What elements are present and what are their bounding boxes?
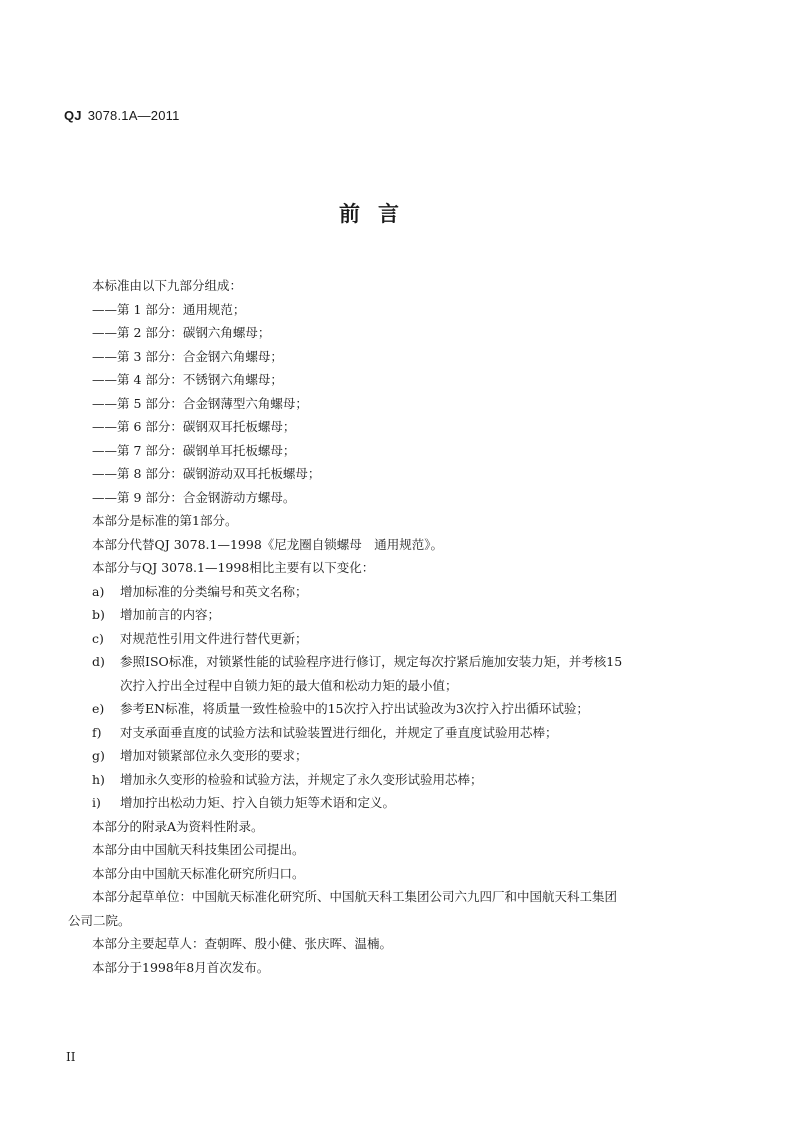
part-list-item: ——第 1 部分：通用规范； (92, 301, 246, 317)
changes-intro: 本部分与QJ 3078.1—1998相比主要有以下变化： (92, 560, 375, 575)
list-marker: h) (92, 771, 105, 787)
change-item-d-continued (68, 674, 728, 698)
list-marker: g) (92, 748, 105, 763)
part-of-statement: 本部分是标准的第1部分。 (92, 513, 238, 528)
change-item-e (68, 697, 728, 721)
list-marker: b) (92, 607, 105, 622)
standard-code (64, 108, 180, 123)
change-text: 对规范性引用文件进行替代更新； (120, 630, 308, 646)
change-item-f (68, 721, 728, 745)
part-list-item: ——第 7 部分：碳钢单耳托板螺母； (92, 442, 296, 458)
part-list-item: ——第 2 部分：碳钢六角螺母； (92, 325, 271, 340)
change-text: 增加标准的分类编号和英文名称； (120, 583, 308, 599)
change-item-i (68, 791, 728, 815)
change-text: 增加永久变形的检验和试验方法，并规定了永久变形试验用芯棒； (120, 771, 483, 787)
part-list-item: ——第 9 部分：合金钢游动方螺母。 (92, 489, 296, 505)
change-text: 增加对锁紧部位永久变形的要求； (120, 748, 308, 763)
change-item-c (68, 627, 728, 651)
appendix-statement: 本部分的附录A为资料性附录。 (92, 818, 264, 834)
part-list-item: ——第 4 部分：不锈钢六角螺母； (92, 372, 283, 387)
replaces-statement: 本部分代替QJ 3078.1—1998《尼龙圈自锁螺母 通用规范》。 (92, 536, 444, 552)
standard-prefix: QJ (64, 108, 82, 123)
standard-number: 3078.1A—2011 (87, 108, 180, 123)
part-list-item: ——第 8 部分：碳钢游动双耳托板螺母； (92, 466, 321, 481)
change-item-b (68, 603, 728, 627)
change-text: 对支承面垂直度的试验方法和试验装置进行细化，并规定了垂直度试验用芯棒； (120, 724, 558, 740)
change-text-continued: 次拧入拧出全过程中自锁力矩的最大值和松动力矩的最小值； (120, 677, 458, 693)
first-issued-statement: 本部分于1998年8月首次发布。 (92, 959, 270, 975)
page-title: 前言 (339, 202, 417, 226)
drafting-units-statement: 本部分起草单位：中国航天标准化研究所、中国航天科工集团公司六九四厂和中国航天科工集团 (92, 889, 618, 904)
proposed-by-statement: 本部分由中国航天科技集团公司提出。 (92, 842, 305, 857)
part-list-item: ——第 6 部分：碳钢双耳托板螺母； (92, 419, 296, 434)
change-item-g (68, 744, 728, 768)
change-item-a (68, 580, 728, 604)
list-marker: a) (92, 583, 105, 599)
change-text: 参照ISO标准，对锁紧性能的试验程序进行修订，规定每次拧紧后施加安装力矩，并考核15 (120, 654, 623, 669)
list-marker: i) (92, 795, 101, 810)
change-item-d (68, 650, 728, 674)
change-text: 增加前言的内容； (120, 607, 221, 622)
change-text: 增加拧出松动力矩、拧入自锁力矩等术语和定义。 (120, 795, 396, 810)
change-item-h (68, 768, 728, 792)
list-marker: d) (92, 654, 105, 669)
list-marker: e) (92, 701, 105, 716)
list-marker: f) (92, 724, 102, 740)
drafters-statement: 本部分主要起草人：查朝晖、殷小健、张庆晖、温楠。 (92, 936, 393, 951)
foreword-body (68, 274, 728, 979)
drafting-units-statement-continued: 公司二院。 (68, 912, 131, 928)
list-marker: c) (92, 630, 104, 646)
intro-text: 本标准由以下九部分组成： (92, 278, 243, 293)
part-list-item: ——第 5 部分：合金钢薄型六角螺母； (92, 395, 308, 411)
page-number: II (66, 1050, 76, 1064)
part-list-item: ——第 3 部分：合金钢六角螺母； (92, 348, 283, 364)
managed-by-statement: 本部分由中国航天标准化研究所归口。 (92, 865, 305, 881)
change-text: 参考EN标准，将质量一致性检验中的15次拧入拧出试验改为3次拧入拧出循环试验； (120, 701, 589, 716)
